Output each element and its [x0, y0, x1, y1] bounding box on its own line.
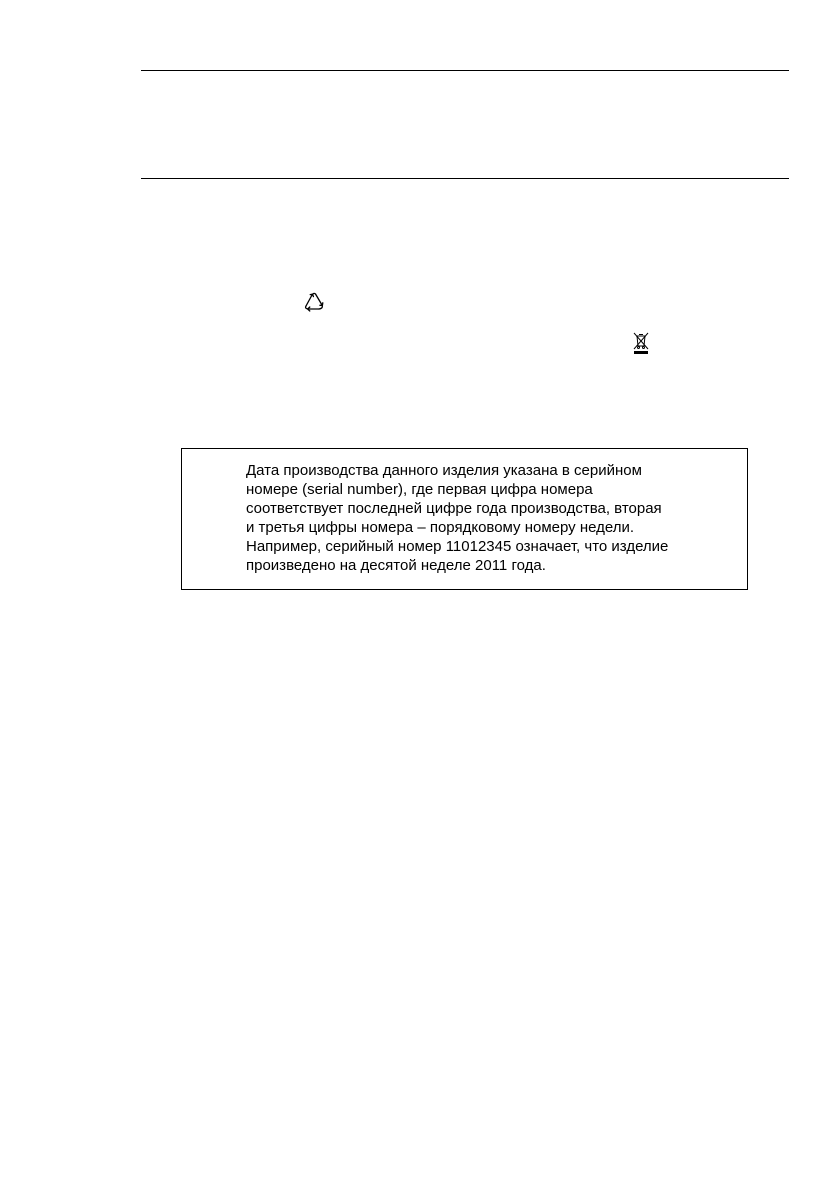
manufacture-date-notice	[181, 448, 748, 590]
notice-line: и третья цифры номера – порядковому номеру недели.	[246, 519, 635, 536]
recycle-icon	[299, 286, 329, 316]
notice-line: произведено на десятой неделе 2011 года.	[246, 557, 546, 574]
crossed-out-wheelie-bin-icon	[631, 331, 651, 355]
header-rule-bottom	[141, 178, 789, 179]
notice-line: номере (serial number), где первая цифра номера	[246, 481, 593, 498]
header-rule-top	[141, 70, 789, 71]
notice-text	[246, 461, 726, 575]
notice-line: Например, серийный номер 11012345 означает, что изделие	[246, 538, 669, 555]
notice-line: Дата производства данного изделия указана в серийном	[246, 462, 642, 479]
notice-line: соответствует последней цифре года производства, вторая	[246, 500, 662, 517]
